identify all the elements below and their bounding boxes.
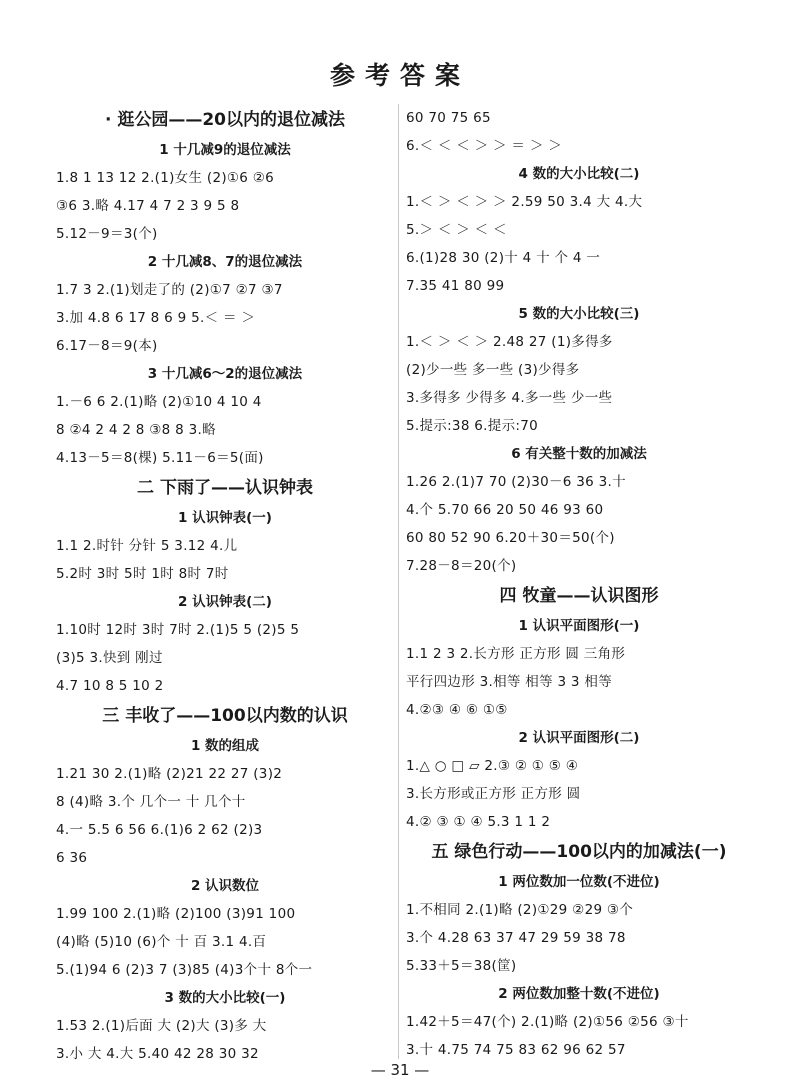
right-answer-column — [406, 104, 752, 1064]
answer-line: 5.＞ ＜ ＞ ＜ ＜ — [406, 222, 507, 238]
lesson-heading: 3 十几减6～2的退位减法 — [147, 366, 303, 382]
answer-line: 5.2时 3时 5时 1时 8时 7时 — [56, 566, 229, 582]
unit-heading: · 逛公园——20以内的退位减法 — [104, 110, 346, 130]
answer-line: 平行四边形 3.相等 相等 3 3 相等 — [406, 674, 613, 690]
lesson-heading: 1 十几减9的退位减法 — [159, 142, 291, 158]
answer-line: 1.－6 6 2.(1)略 (2)①10 4 10 4 — [56, 394, 262, 410]
lesson-heading: 2 十几减8、7的退位减法 — [147, 254, 303, 270]
answer-line: 1.42＋5＝47(个) 2.(1)略 (2)①56 ②56 ③十 — [406, 1014, 689, 1030]
answer-line: 4.13－5＝8(棵) 5.11－6＝5(面) — [56, 450, 264, 466]
lesson-heading: 1 两位数加一位数(不进位) — [498, 874, 660, 890]
page-number: — 31 — — [370, 1061, 430, 1079]
left-answer-column — [56, 104, 394, 1068]
answer-line: 60 80 52 90 6.20＋30＝50(个) — [406, 530, 615, 546]
unit-heading: 二 下雨了——认识钟表 — [137, 478, 313, 498]
lesson-heading: 6 有关整十数的加减法 — [511, 446, 647, 462]
answer-line: 1.7 3 2.(1)划走了的 (2)①7 ②7 ③7 — [56, 282, 283, 298]
answer-line: 1.＜ ＞ ＜ ＞ ＞ 2.59 50 3.4 大 4.大 — [406, 194, 643, 210]
lesson-heading: 2 认识平面图形(二) — [518, 730, 640, 746]
answer-line: 4.7 10 8 5 10 2 — [56, 678, 164, 694]
answer-line: 1.53 2.(1)后面 大 (2)大 (3)多 大 — [56, 1018, 267, 1034]
lesson-heading: 4 数的大小比较(二) — [518, 166, 640, 182]
answer-line: 1.99 100 2.(1)略 (2)100 (3)91 100 — [56, 906, 296, 922]
answer-line: 8 (4)略 3.个 几个一 十 几个十 — [56, 794, 246, 810]
answer-line: 1.26 2.(1)7 70 (2)30－6 36 3.十 — [406, 474, 626, 490]
lesson-heading: 1 认识钟表(一) — [178, 510, 272, 526]
lesson-heading: 1 数的组成 — [190, 738, 260, 754]
answer-line: 6.(1)28 30 (2)十 4 十 个 4 一 — [406, 250, 601, 266]
answer-line: 7.28－8＝20(个) — [406, 558, 517, 574]
page-title: 参考答案 — [329, 61, 470, 90]
answer-line: ③6 3.略 4.17 4 7 2 3 9 5 8 — [56, 198, 240, 214]
lesson-heading: 2 认识数位 — [190, 878, 260, 894]
unit-heading: 三 丰收了——100以内数的认识 — [102, 706, 348, 726]
answer-line: 1.10时 12时 3时 7时 2.(1)5 5 (2)5 5 — [56, 622, 300, 638]
answer-line: 3.小 大 4.大 5.40 42 28 30 32 — [56, 1046, 259, 1062]
answer-line: 3.加 4.8 6 17 8 6 9 5.＜ ＝ ＞ — [56, 310, 256, 326]
answer-line: (4)略 (5)10 (6)个 十 百 3.1 4.百 — [56, 934, 267, 950]
answer-line: 1.1 2 3 2.长方形 正方形 圆 三角形 — [406, 646, 626, 662]
answer-line: 1.8 1 13 12 2.(1)女生 (2)①6 ②6 — [56, 170, 275, 186]
answer-line: 1.＜ ＞ ＜ ＞ 2.48 27 (1)多得多 — [406, 334, 613, 350]
answer-line: 8 ②4 2 4 2 8 ③8 8 3.略 — [56, 422, 216, 438]
answer-line: 1.21 30 2.(1)略 (2)21 22 27 (3)2 — [56, 766, 283, 782]
answer-line: 6 36 — [56, 850, 88, 866]
answer-line: 3.十 4.75 74 75 83 62 96 62 57 — [406, 1042, 626, 1058]
lesson-heading: 1 认识平面图形(一) — [518, 618, 640, 634]
column-divider — [398, 104, 399, 1059]
answer-line: 5.提示:38 6.提示:70 — [406, 418, 539, 434]
lesson-heading: 3 数的大小比较(一) — [164, 990, 286, 1006]
answer-line: 4.②③ ④ ⑥ ①⑤ — [406, 702, 508, 718]
answer-line: 1.△ ○ □ ▱ 2.③ ② ① ⑤ ④ — [406, 758, 579, 774]
answer-line: 5.(1)94 6 (2)3 7 (3)85 (4)3个十 8个一 — [56, 962, 313, 978]
lesson-heading: 2 两位数加整十数(不进位) — [498, 986, 660, 1002]
answer-line: 4.一 5.5 6 56 6.(1)6 2 62 (2)3 — [56, 822, 263, 838]
answer-line: 5.33＋5＝38(筐) — [406, 958, 517, 974]
answer-line: 3.多得多 少得多 4.多一些 少一些 — [406, 390, 613, 406]
answer-line: 6.＜ ＜ ＜ ＞ ＞ ＝ ＞ ＞ — [406, 138, 563, 154]
unit-heading: 四 牧童——认识图形 — [499, 586, 659, 606]
answer-line: 4.② ③ ① ④ 5.3 1 1 2 — [406, 814, 551, 830]
answer-line: (2)少一些 多一些 (3)少得多 — [406, 362, 580, 378]
answer-line: 4.个 5.70 66 20 50 46 93 60 — [406, 502, 604, 518]
answer-line: 1.1 2.时针 分针 5 3.12 4.儿 — [56, 538, 238, 554]
answer-line: 60 70 75 65 — [406, 110, 491, 126]
lesson-heading: 5 数的大小比较(三) — [518, 306, 640, 322]
lesson-heading: 2 认识钟表(二) — [178, 594, 272, 610]
answer-line: 5.12－9＝3(个) — [56, 226, 158, 242]
answer-line: 7.35 41 80 99 — [406, 278, 505, 294]
unit-heading: 五 绿色行动——100以内的加减法(一) — [431, 842, 727, 862]
answer-line: (3)5 3.快到 刚过 — [56, 650, 163, 666]
answer-line: 3.个 4.28 63 37 47 29 59 38 78 — [406, 930, 626, 946]
answer-line: 6.17－8＝9(本) — [56, 338, 158, 354]
answer-line: 3.长方形或正方形 正方形 圆 — [406, 786, 581, 802]
answer-line: 1.不相同 2.(1)略 (2)①29 ②29 ③个 — [406, 902, 634, 918]
